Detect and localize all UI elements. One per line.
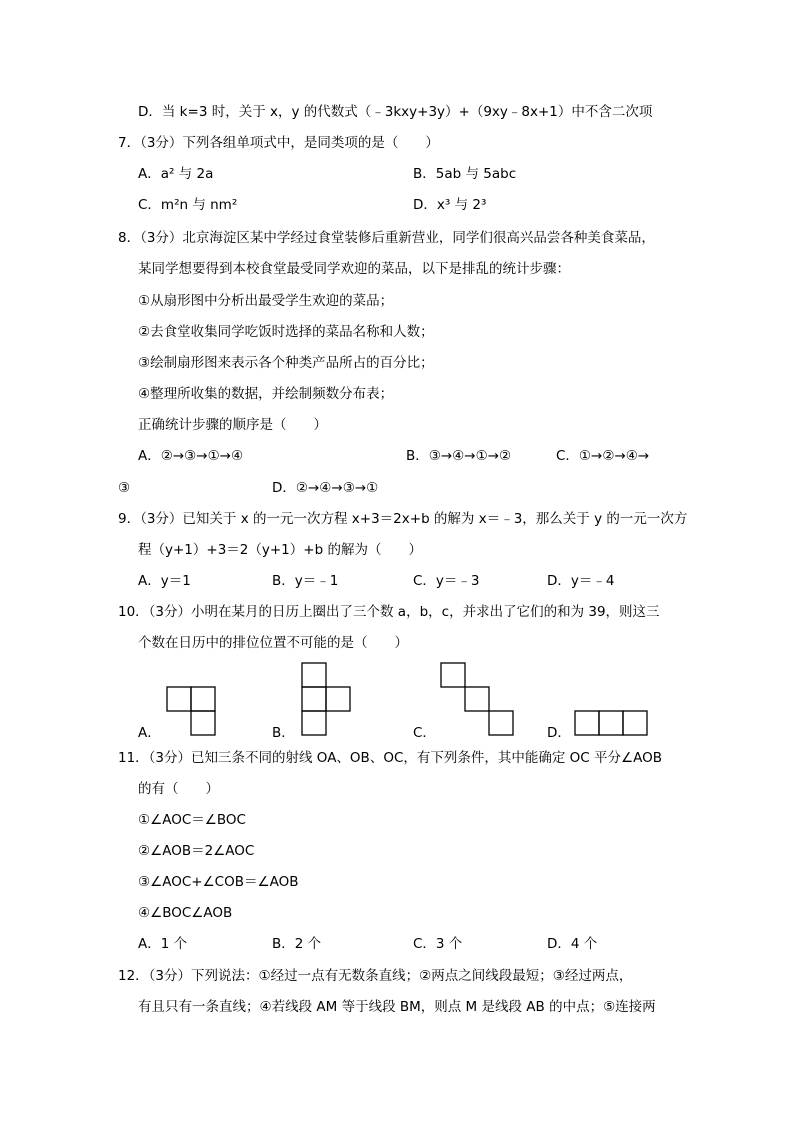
q10-stem-line1: 10．（3分）小明在某月的日历上圈出了三个数 a，b，c，并求出了它们的和为 39，则这三 [118, 604, 660, 620]
q11-condition-3: ③∠AOC+∠COB＝∠AOB [138, 874, 299, 890]
q10-figure-b [301, 662, 351, 736]
q7-stem: 7．（3分）下列各组单项式中，是同类项的是（ ） [118, 135, 439, 151]
q12-stem-line1: 12．（3分）下列说法：①经过一点有无数条直线；②两点之间线段最短；③经过两点， [118, 968, 633, 984]
q10-figure-d [574, 710, 648, 736]
q9-stem-line1: 9．（3分）已知关于 x 的一元一次方程 x+3＝2x+b 的解为 x＝﹣3，那么关于 y 的一元一次方 [118, 511, 688, 527]
q9-option-b: B．y＝﹣1 [272, 573, 339, 589]
q7-option-b: B．5ab 与 5abc [413, 166, 517, 182]
q10-stem-line2: 个数在日历中的排位位置不可能的是（ ） [138, 635, 408, 651]
q9-option-d: D．y＝﹣4 [547, 573, 615, 589]
q11-option-c: C．3 个 [413, 936, 463, 952]
q10-figure-a [166, 686, 216, 736]
q11-option-a: A．1 个 [138, 936, 188, 952]
q11-option-b: B．2 个 [272, 936, 322, 952]
q8-option-a: A．②→③→①→④ [138, 448, 244, 464]
q8-option-d: D．②→④→③→① [272, 480, 379, 496]
q9-stem-line2: 程（y+1）+3＝2（y+1）+b 的解为（ ） [138, 542, 422, 558]
q8-step-4: ④整理所收集的数据，并绘制频数分布表； [138, 386, 394, 402]
q11-stem-line1: 11．（3分）已知三条不同的射线 OA、OB、OC，有下列条件，其中能确定 OC 平分∠AOB [118, 750, 662, 766]
q12-stem-line2: 有且只有一条直线；④若线段 AM 等于线段 BM，则点 M 是线段 AB 的中点；⑤连接两 [138, 999, 656, 1015]
q11-option-d: D．4 个 [547, 936, 598, 952]
q8-option-c: C．①→②→④→ [556, 448, 650, 464]
q11-condition-1: ①∠AOC＝∠BOC [138, 812, 246, 828]
q10-option-a: A． [138, 725, 161, 741]
q8-option-b: B．③→④→①→② [406, 448, 512, 464]
q9-option-a: A．y＝1 [138, 573, 191, 589]
q11-condition-2: ②∠AOB＝2∠AOC [138, 843, 255, 859]
q8-step-2: ②去食堂收集同学吃饭时选择的菜品名称和人数； [138, 324, 434, 340]
q10-option-d: D． [547, 725, 571, 741]
q10-option-b: B． [272, 725, 295, 741]
q11-stem-line2: 的有（ ） [138, 781, 219, 797]
q8-option-c-cont: ③ [118, 480, 131, 496]
q9-option-c: C．y＝﹣3 [413, 573, 480, 589]
q7-option-d: D．x³ 与 2³ [413, 197, 487, 213]
q7-option-a: A．a² 与 2a [138, 166, 214, 182]
q11-condition-4: ④∠BOC∠AOB [138, 905, 233, 921]
q8-step-3: ③绘制扇形图来表示各个种类产品所占的百分比； [138, 355, 434, 371]
q8-stem-line1: 8．（3分）北京海淀区某中学经过食堂装修后重新营业，同学们很高兴品尝各种美食菜品， [118, 230, 655, 246]
q8-question: 正确统计步骤的顺序是（ ） [138, 417, 327, 433]
q6-option-d: D．当 k=3 时，关于 x，y 的代数式（﹣3kxy+3y）+（9xy﹣8x+1）中不含二次项 [138, 104, 653, 120]
q8-stem-line2: 某同学想要得到本校食堂最受同学欢迎的菜品，以下是排乱的统计步骤： [138, 261, 570, 277]
q8-step-1: ①从扇形图中分析出最受学生欢迎的菜品； [138, 293, 394, 309]
q10-figure-c [440, 662, 514, 736]
q10-option-c: C． [413, 725, 436, 741]
q7-option-c: C．m²n 与 nm² [138, 197, 238, 213]
